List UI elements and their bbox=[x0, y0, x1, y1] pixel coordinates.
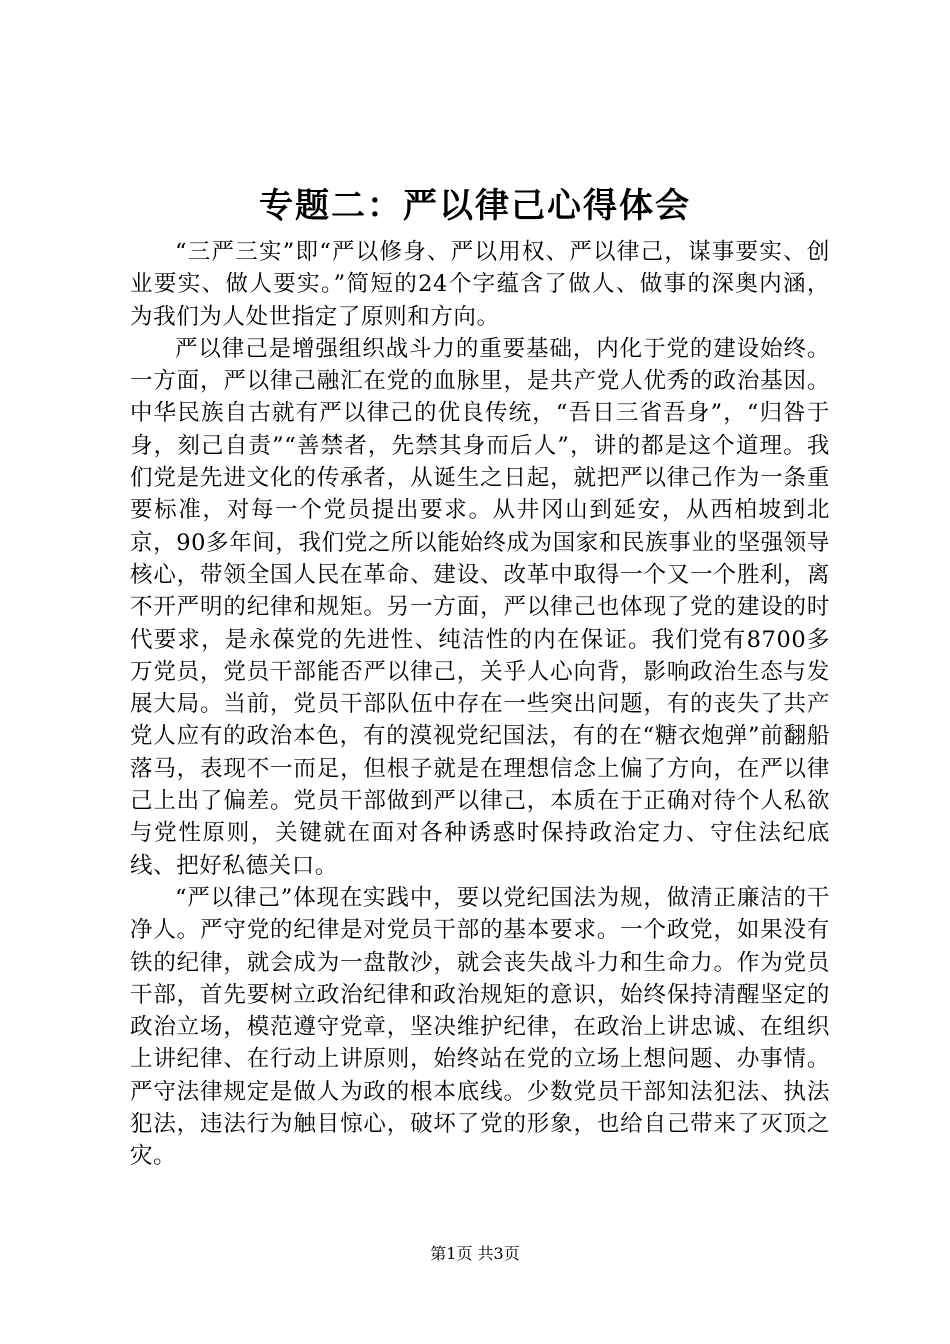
document-body bbox=[130, 236, 830, 1173]
paragraph-1: “三严三实”即“严以修身、严以用权、严以律己，谋事要实、创业要实、做人要实。”简短的24个字蕴含了做人、做事的深奥内涵，为我们为人处世指定了原则和方向。 bbox=[130, 239, 830, 330]
paragraph-3: “严以律己”体现在实践中，要以党纪国法为规，做清正廉洁的干净人。严守党的纪律是对党员干部的基本要求。一个政党，如果没有铁的纪律，就会成为一盘散沙，就会丧失战斗力和生命力。作为党员干部，首先要树立政治纪律和政治规矩的意识，始终保持清醒坚定的政治立场，模范遵守党章，坚决维护纪律，在政治上讲忠诚、在组织上讲纪律、在行动上讲原则，始终站在党的立场上想问题、办事情。严守法律规定是做人为政的根本底线。少数党员干部知法犯法、执法犯法，违法行为触目惊心，破坏了党的形象，也给自己带来了灭顶之灾。 bbox=[130, 884, 830, 1170]
document-title: 专题二：严以律己心得体会 bbox=[259, 186, 691, 226]
page-footer: 第1页 共3页 bbox=[430, 1244, 520, 1263]
paragraph-2: 严以律己是增强组织战斗力的重要基础，内化于党的建设始终。一方面，严以律己融汇在党的血脉里，是共产党人优秀的政治基因。中华民族自古就有严以律己的优良传统，“吾日三省吾身”，“归咎于身，刻己自责”“善禁者，先禁其身而后人”，讲的都是这个道理。我们党是先进文化的传承者，从诞生之日起，就把严以律己作为一条重要标准，对每一个党员提出要求。从井冈山到延安，从西柏坡到北京，90多年间，我们党之所以能始终成为国家和民族事业的坚强领导核心，带领全国人民在革命、建设、改革中取得一个又一个胜利，离不开严明的纪律和规矩。另一方面，严以律己也体现了党的建设的时代要求，是永葆党的先进性、纯洁性的内在保证。我们党有8700多万党员，党员干部能否严以律己，关乎人心向背，影响政治生态与发展大局。当前，党员干部队伍中存在一些突出问题，有的丧失了共产党人应有的政治本色，有的漠视党纪国法，有的在“糖衣炮弹”前翻船落马，表现不一而足，但根子就是在理想信念上偏了方向，在严以律己上出了偏差。党员干部做到严以律己，本质在于正确对待个人私欲与党性原则，关键就在面对各种诱惑时保持政治定力、守住法纪底线、把好私德关口。 bbox=[130, 335, 830, 879]
